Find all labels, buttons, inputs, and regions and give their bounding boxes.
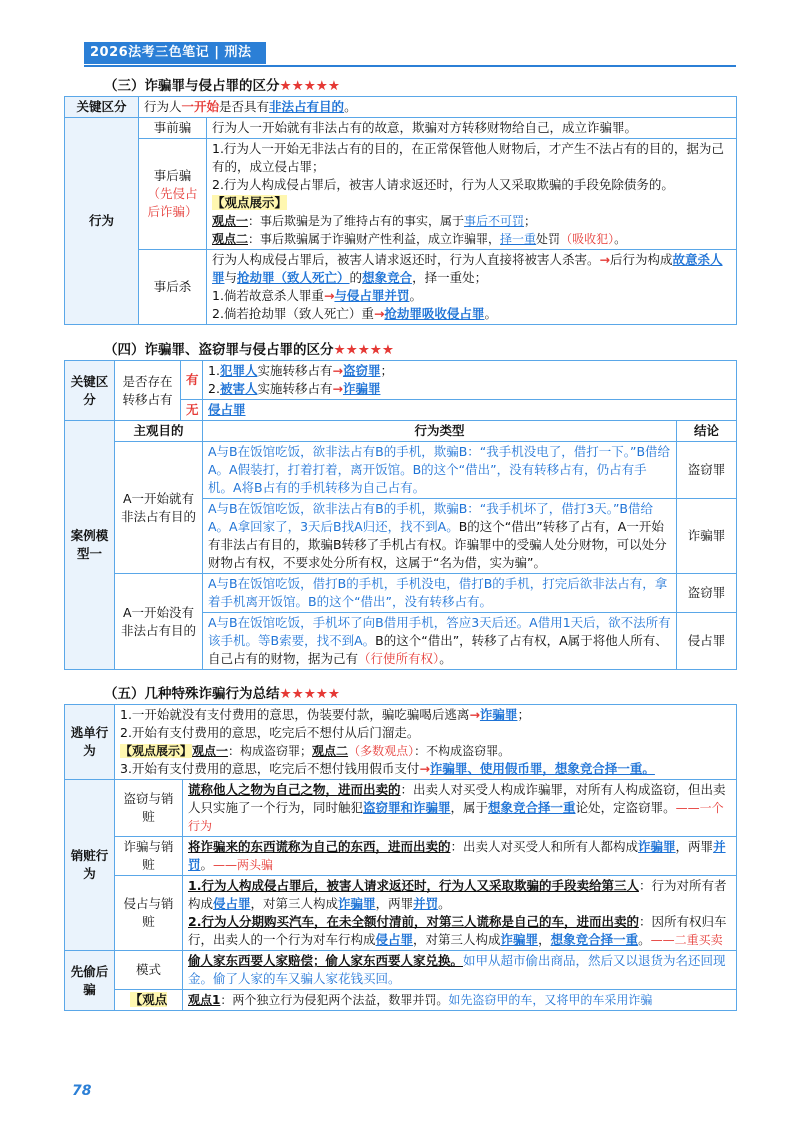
text: （行使所有权） (358, 651, 440, 666)
intent-group-2: A一开始没有非法占有目的 (115, 574, 203, 670)
viewpoint-text (183, 990, 737, 1011)
section-3-title (104, 76, 340, 96)
intent-group-1: A一开始就有非法占有目的 (115, 442, 203, 574)
column-header: 行为类型 (203, 421, 677, 442)
arrow-icon: → (332, 363, 343, 378)
pre-fraud-label: 事前骗 (139, 118, 207, 139)
text: 的 (349, 270, 363, 285)
viewpoint-tag: 【观点展示】 (212, 195, 288, 210)
text: 1.行为人一开始无非法占有的目的，在正常保管他人财物后，才产生不法占有的目的，据为己有的，成立侵占罪； (212, 141, 724, 174)
text: 。 (484, 306, 497, 321)
text: ； (380, 363, 393, 378)
section-5-title (104, 684, 340, 704)
conclusion: 盗窃罪 (677, 442, 737, 499)
text: 侵占罪 (213, 896, 251, 911)
mode-text (183, 951, 737, 990)
text: ——一个行为 (188, 801, 724, 833)
none-text (203, 400, 737, 421)
text: 将诈骗来的东西谎称为自己的东西，进而出卖的 (188, 839, 451, 854)
theft-fence-label: 盗窃与销赃 (115, 780, 183, 837)
text: ， (538, 932, 551, 947)
case-text (203, 499, 677, 574)
text: 1.行为人构成侵占罪后，被害人请求返还时，行为人又采取欺骗的手段卖给第三人 (188, 878, 639, 893)
text: 被害人 (219, 381, 258, 396)
table-row (65, 780, 737, 837)
text: 一开始 (181, 99, 220, 114)
text: 观点二 (212, 232, 249, 246)
embezzle-fence-text (183, 876, 737, 951)
text: ，属于 (450, 800, 489, 815)
arrow-icon: → (599, 252, 610, 267)
text: ——两头骗 (213, 858, 274, 872)
header-banner: 2026法考三色笔记 | 刑法 (84, 42, 266, 64)
rating-stars: ★★★★★ (279, 78, 341, 94)
table-row (65, 250, 737, 325)
text: （吸收犯） (560, 232, 615, 246)
text: 如甲从超市偷出商品，然后又以退货为名还回现金。偷了人家的车又骗人家花钱买回。 (188, 953, 726, 986)
text: 诈骗罪 (342, 381, 381, 396)
case-text: A与B在饭馆吃饭，欲非法占有B的手机，欺骗B：“我手机没电了，借打一下。”B借给A。A假装打，打着打着，离开饭馆。B的这个“借出”，没有转移占有，仍占有手机。A将B占有的手机转移为自己占有。 (203, 442, 677, 499)
text: A与B在饭馆吃饭，欲非法占有B的手机，欺骗B：“我手机坏了，借打3天。”B借给A。A拿回家了，3天后B找A归还，找不到A。 (208, 501, 654, 534)
text: 后行为构成 (610, 252, 673, 267)
behavior-label: 行为 (65, 118, 139, 325)
text: 与 (224, 270, 238, 285)
post-fraud-label (139, 139, 207, 250)
text: ，对第三人构成 (413, 932, 501, 947)
text: 犯罪人 (219, 363, 258, 378)
text: 。 (344, 99, 357, 114)
text: 偷人家东西要人家赔偿；偷人家东西要人家兑换。 (188, 953, 464, 968)
table-fraud-vs-embezzlement (64, 96, 737, 325)
text: 论处，定盗窃罪。 (575, 800, 676, 815)
text: ； (524, 214, 537, 228)
text: 诈骗罪、使用假币罪，想象竞合择一重。 (429, 761, 655, 776)
text: 诈骗罪 (500, 932, 539, 947)
table-row (65, 876, 737, 951)
post-kill-label: 事后杀 (139, 250, 207, 325)
table-fraud-theft-embezzlement (64, 360, 737, 670)
text: 2.倘若抢劫罪（致人死亡）重 (212, 306, 374, 321)
text: ：两个独立行为侵犯两个法益，数罪并罚。 (220, 993, 449, 1007)
text: 侵占罪 (208, 402, 246, 417)
key-distinction-label: 关键区分 (65, 97, 139, 118)
table-row (65, 951, 737, 990)
text: 择一重 (500, 232, 537, 246)
text: 并罚 (413, 896, 439, 911)
text: 与侵占罪并罚 (334, 288, 410, 303)
text: 1.一开始就没有支付费用的意思，伪装要付款，骗吃骗喝后逃离 (120, 707, 470, 722)
text: ，对第三人构成 (250, 896, 339, 911)
rating-stars: ★★★★★ (333, 342, 395, 358)
text: ，两罪 (675, 839, 714, 854)
text: A与B在饭馆吃饭，手机坏了向B借用手机，答应3天后还。A借用1天后，欲不法所有该手机。等B索要，找不到A。 (208, 615, 671, 648)
text: 想象竞合择一重 (488, 800, 576, 815)
case-text (203, 613, 677, 670)
text: ：不构成盗窃罪。 (414, 744, 511, 758)
text: 诈骗罪 (638, 839, 676, 854)
text: 行为人 (144, 99, 182, 114)
none-label: 无 (181, 400, 203, 421)
text: ：构成盗窃罪； (228, 744, 313, 758)
skip-bill-label: 逃单行为 (65, 705, 115, 780)
arrow-icon: → (332, 381, 343, 396)
case-text: A与B在饭馆吃饭，借打B的手机，手机没电，借打B的手机，打完后欲非法占有，拿着手机离开饭馆。B的这个“借出”，没有转移占有。 (203, 574, 677, 613)
text: 观点二 (312, 744, 349, 758)
text: 事后不可罚 (464, 214, 525, 228)
text: 实施转移占有 (257, 363, 333, 378)
table-row (65, 97, 737, 118)
column-header: 主观目的 (115, 421, 203, 442)
table-row (65, 421, 737, 442)
text: 2. (208, 381, 220, 396)
text: 是否具有 (219, 99, 270, 114)
text: 事后骗 (153, 168, 192, 183)
section-5-title-text: （五）几种特殊诈骗行为总结 (104, 686, 280, 702)
text: 观点1 (188, 993, 221, 1007)
text: ，两罪 (375, 896, 414, 911)
text: 盗窃罪 (342, 363, 381, 378)
text: 想象竞合择一重 (550, 932, 639, 947)
table-row (65, 574, 737, 613)
text: ：行为对所有者构成 (188, 878, 727, 911)
text: 诈骗罪 (479, 707, 518, 722)
text: 实施转移占有 (257, 381, 333, 396)
text: 2.行为人构成侵占罪后，被害人请求返还时，行为人又采取欺骗的手段免除债务的。 (212, 177, 674, 192)
text: 。 (409, 288, 422, 303)
text: 1.倘若故意杀人罪重 (212, 288, 324, 303)
steal-then-fraud-label: 先偷后骗 (65, 951, 115, 1011)
text: 2.行为人分期购买汽车，在未全额付清前，对第三人谎称是自己的车，进而出卖的 (188, 914, 639, 929)
post-kill-text (207, 250, 737, 325)
section-3-title-text: （三）诈骗罪与侵占罪的区分 (104, 78, 280, 94)
text: 谎称他人之物为自己之物，进而出卖的 (188, 782, 401, 797)
text: ：出卖人对买受人和所有人都构成 (450, 839, 639, 854)
text: ——二重买卖 (650, 933, 723, 947)
pre-fraud-text: 行为人一开始就有非法占有的故意，欺骗对方转移财物给自己，成立诈骗罪。 (207, 118, 737, 139)
text: ：因所有权归车行，出卖人的一个行为对车行构成 (188, 914, 727, 947)
arrow-icon: → (469, 707, 480, 722)
text: 。 (638, 932, 651, 947)
table-row (65, 990, 737, 1011)
key-distinction-label: 关键区分 (65, 361, 115, 421)
text: 。 (614, 232, 627, 246)
embezzle-fence-label: 侵占与销赃 (115, 876, 183, 951)
text: 。 (438, 896, 451, 911)
text: B的这个“借出”，转移了占有权，A属于将他人所有、自己占有的财物，据为己有 (208, 633, 668, 666)
text: ； (517, 707, 530, 722)
text: 3.开始有支付费用的意思，吃完后不想付钱用假币支付 (120, 761, 420, 776)
text: B的这个“借出”转移了占有，A一开始有非法占有目的，欺骗B转移了手机占有权。诈骗罪中的受骗人处分财物，可以处分财物占有权，不要求处分所有权，这属于“名为借，实为骗”。 (208, 519, 667, 570)
text: 行为人构成侵占罪后，被害人请求返还时，行为人直接将被害人杀害。 (212, 252, 600, 267)
conclusion: 侵占罪 (677, 613, 737, 670)
text: 1. (208, 363, 220, 378)
text: 。 (439, 651, 452, 666)
text: ：事后欺骗是为了维持占有的事实，属于 (248, 214, 465, 228)
text: ：出卖人对买受人构成诈骗罪，对所有人构成盗窃，但出卖人只实施了一个行为，同时触犯 (188, 782, 726, 815)
text: 盗窃罪和诈骗罪 (363, 800, 451, 815)
conclusion: 诈骗罪 (677, 499, 737, 574)
section-4-title-text: （四）诈骗罪、盗窃罪与侵占罪的区分 (104, 342, 334, 358)
text: ，择一重处； (412, 270, 488, 285)
table-row (65, 837, 737, 876)
text: 想象竞合 (362, 270, 413, 285)
header-rule (84, 65, 736, 67)
text: ：事后欺骗属于诈骗财产性利益，成立诈骗罪， (248, 232, 501, 246)
text: （先侵占后诈骗） (147, 186, 198, 219)
text: 抢劫罪（致人死亡） (237, 270, 350, 285)
has-text (203, 361, 737, 400)
skip-bill-text (115, 705, 737, 780)
viewpoint-tag: 【观点展示】 (120, 744, 193, 758)
mode-label: 模式 (115, 951, 183, 990)
viewpoint-tag: 【观点 (129, 992, 168, 1007)
table-row (65, 139, 737, 250)
arrow-icon: → (373, 306, 385, 321)
section-4-title (104, 340, 394, 360)
table-row (65, 705, 737, 780)
text: 观点一 (192, 744, 229, 758)
text: 侵占罪 (375, 932, 414, 947)
text: 2.开始有支付费用的意思，吃完后不想付从后门溜走。 (120, 725, 420, 740)
fraud-fence-label: 诈骗与销赃 (115, 837, 183, 876)
arrow-icon: → (419, 761, 430, 776)
text: （多数观点） (348, 744, 415, 758)
table-row (65, 118, 737, 139)
text: 故意杀人罪 (212, 252, 723, 285)
conclusion: 盗窃罪 (677, 574, 737, 613)
case-model-label: 案例模型一 (65, 421, 115, 670)
theft-fence-text (183, 780, 737, 837)
key-distinction-text (139, 97, 737, 118)
table-row (65, 361, 737, 400)
text: 非法占有目的 (269, 99, 345, 114)
text: 抢劫罪吸收侵占罪 (384, 306, 485, 321)
rating-stars: ★★★★★ (279, 686, 341, 702)
page-number: 78 (72, 1083, 92, 1099)
has-label: 有 (181, 361, 203, 400)
viewpoint-label (115, 990, 183, 1011)
arrow-icon: → (323, 288, 335, 303)
transfer-question: 是否存在转移占有 (115, 361, 181, 421)
text: 如先盗窃甲的车，又将甲的车采用诈骗 (448, 993, 653, 1007)
table-special-fraud (64, 704, 737, 1011)
fraud-fence-text (183, 837, 737, 876)
post-fraud-text (207, 139, 737, 250)
text: 并罚 (188, 839, 726, 872)
text: 处罚 (536, 232, 561, 246)
column-header: 结论 (677, 421, 737, 442)
text: 观点一 (212, 214, 249, 228)
fence-label: 销赃行为 (65, 780, 115, 951)
text: 。 (200, 857, 214, 872)
text: 诈骗罪 (338, 896, 376, 911)
table-row (65, 442, 737, 499)
